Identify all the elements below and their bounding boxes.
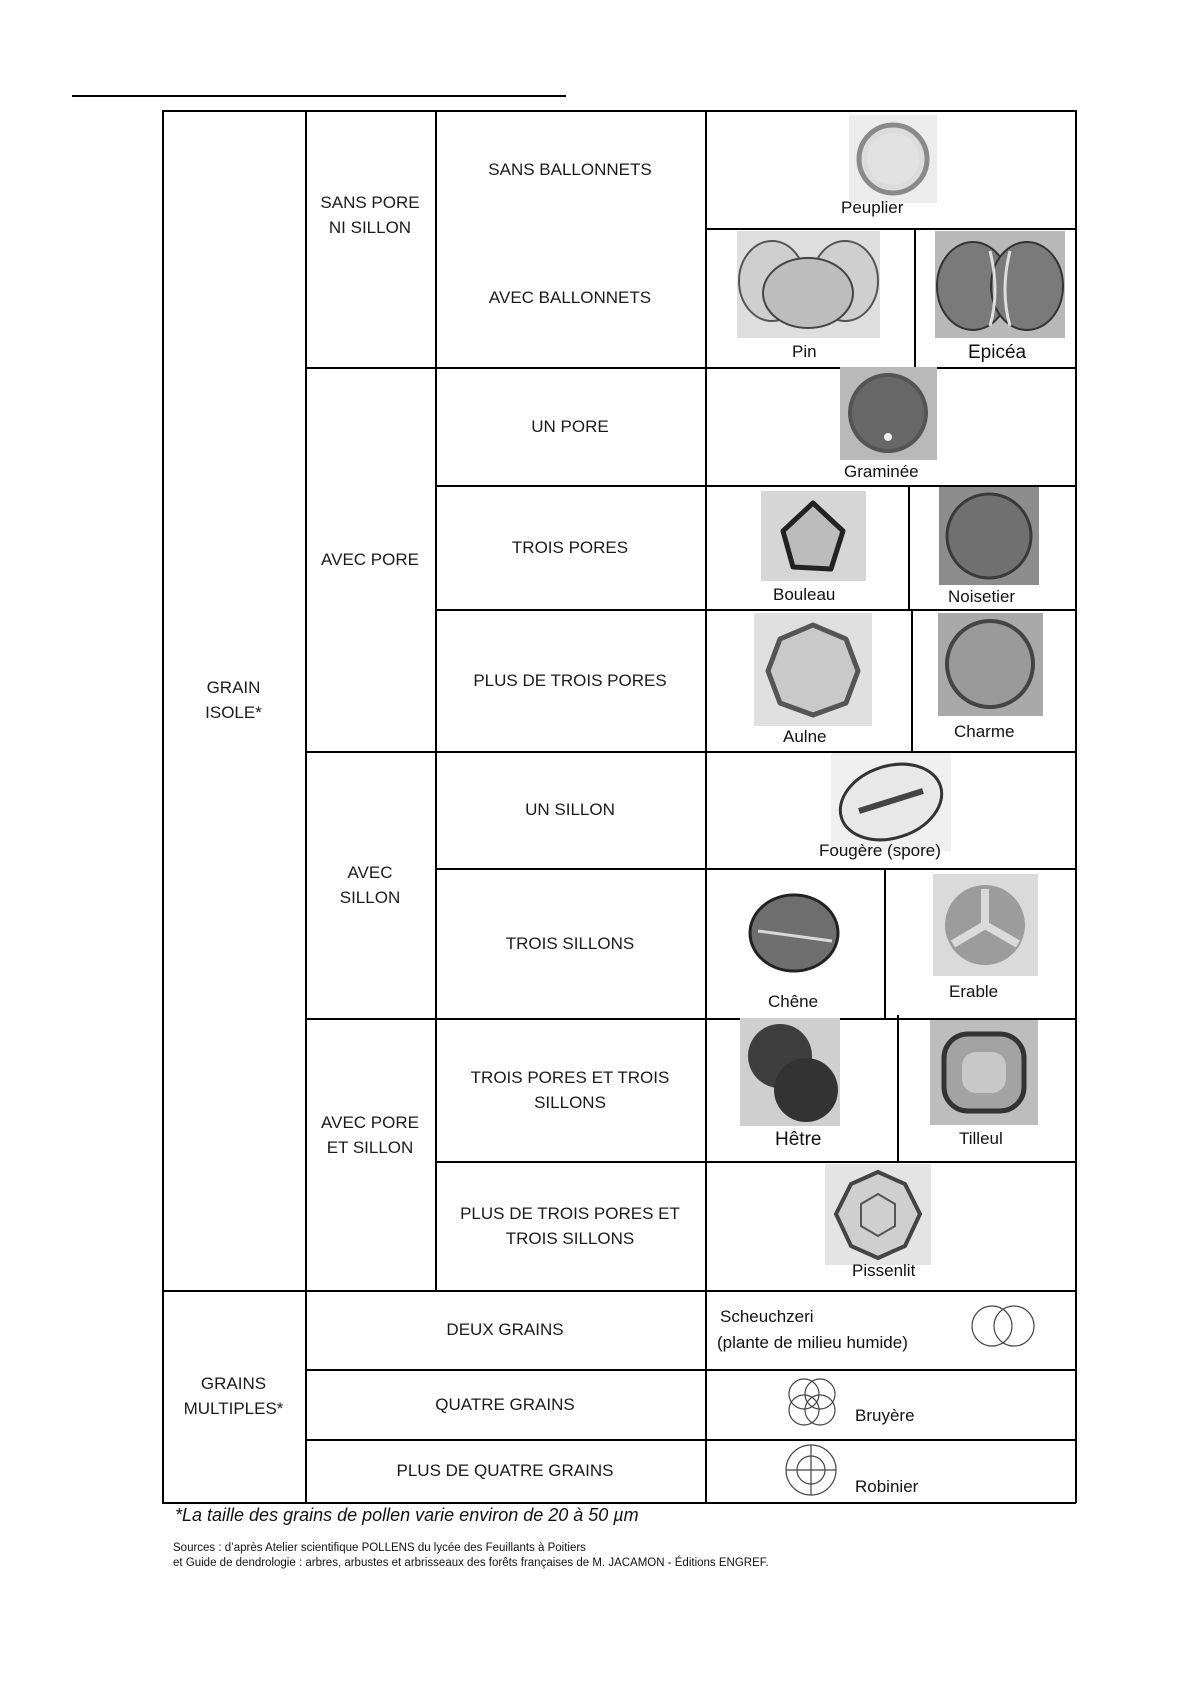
group-label-multiples: GRAINS MULTIPLES* (183, 1374, 284, 1418)
subgroup-label-avec-sillon: AVEC SILLON (339, 862, 401, 907)
robinier-drawing (782, 1441, 840, 1499)
subgroup-label-sans-pore: SANS PORE NI SILLON (320, 193, 420, 237)
row-divider (705, 228, 1076, 230)
top-rule (72, 95, 566, 97)
type-trois-pores: TROIS PORES (511, 537, 629, 557)
bouleau-image (761, 491, 866, 581)
caption-bouleau: Bouleau (773, 585, 836, 604)
charme-image (938, 613, 1043, 716)
epicea-image (935, 231, 1065, 338)
caption-peuplier: Peuplier (841, 198, 904, 217)
type-avec-ballonnets: AVEC BALLONNETS (488, 288, 652, 307)
graminee-image (840, 367, 937, 460)
fougere-image (831, 753, 951, 851)
footnote: *La taille des grains de pollen varie environ de 20 à 50 µm (175, 1505, 639, 1525)
type-quatre-grains: QUATRE GRAINS (435, 1394, 575, 1414)
caption-erable: Erable (949, 982, 999, 1001)
peuplier-image (849, 115, 937, 203)
chene-image (738, 883, 850, 983)
type-sans-ballonnets: SANS BALLONNETS (488, 159, 652, 179)
type-trois-pores-trois-sillons: TROIS PORES ET TROIS SILLONS (470, 1067, 670, 1112)
aulne-image (754, 613, 872, 726)
bruyere-drawing (782, 1372, 842, 1432)
sources-line-1: Sources : d’après Atelier scientifique POLLENS du lycée des Feuillants à Poitiers (173, 1542, 586, 1554)
image-divider (914, 228, 916, 367)
type-plus-quatre-grains: PLUS DE QUATRE GRAINS (396, 1461, 614, 1480)
caption-chene: Chêne (768, 992, 819, 1011)
image-divider (897, 1015, 899, 1161)
caption-graminee: Graminée (844, 462, 919, 481)
image-divider (908, 485, 910, 609)
hetre-image (740, 1018, 840, 1126)
column-divider (705, 110, 707, 1503)
sources-line-2: et Guide de dendrologie : arbres, arbustes et arbrisseaux des forêts françaises de M. JACAMON - Éditions ENGREF. (173, 1557, 769, 1569)
tilleul-image (930, 1020, 1038, 1125)
type-plus-trois-pores-sillons: PLUS DE TROIS PORES ET TROIS SILLONS (460, 1203, 680, 1248)
type-un-sillon: UN SILLON (525, 800, 615, 819)
caption-scheuchzeri: Scheuchzeri (720, 1307, 814, 1326)
caption-scheuchzeri-note: (plante de milieu humide) (717, 1333, 908, 1352)
caption-aulne: Aulne (783, 727, 827, 746)
caption-fougere: Fougère (spore) (819, 841, 941, 860)
caption-robinier: Robinier (855, 1477, 919, 1496)
type-plus-trois-pores: PLUS DE TROIS PORES (473, 670, 667, 690)
table-border-right (1075, 110, 1077, 1503)
scheuchzeri-drawing (968, 1299, 1038, 1354)
subgroup-label-pore-sillon: AVEC PORE ET SILLON (321, 1113, 419, 1157)
table-border-bottom (162, 1502, 1076, 1504)
pin-image (737, 231, 880, 338)
group-label-isole: GRAIN ISOLE* (205, 678, 262, 722)
caption-tilleul: Tilleul (959, 1129, 1003, 1148)
type-un-pore: UN PORE (531, 416, 609, 436)
subgroup-label-avec-pore: AVEC PORE (321, 549, 419, 569)
caption-noisetier: Noisetier (948, 587, 1016, 606)
caption-pissenlit: Pissenlit (852, 1261, 916, 1280)
type-deux-grains: DEUX GRAINS (446, 1320, 564, 1339)
type-trois-sillons: TROIS SILLONS (505, 933, 635, 953)
image-divider (911, 609, 913, 751)
caption-bruyere: Bruyère (855, 1406, 915, 1425)
erable-image (933, 874, 1038, 976)
pissenlit-image (825, 1164, 931, 1265)
pollen-table (162, 110, 1076, 1502)
caption-epicea: Epicéa (968, 342, 1027, 363)
caption-hetre: Hêtre (775, 1129, 822, 1150)
caption-charme: Charme (954, 722, 1015, 741)
caption-pin: Pin (792, 342, 817, 361)
image-divider (884, 868, 886, 1018)
noisetier-image (939, 487, 1039, 585)
